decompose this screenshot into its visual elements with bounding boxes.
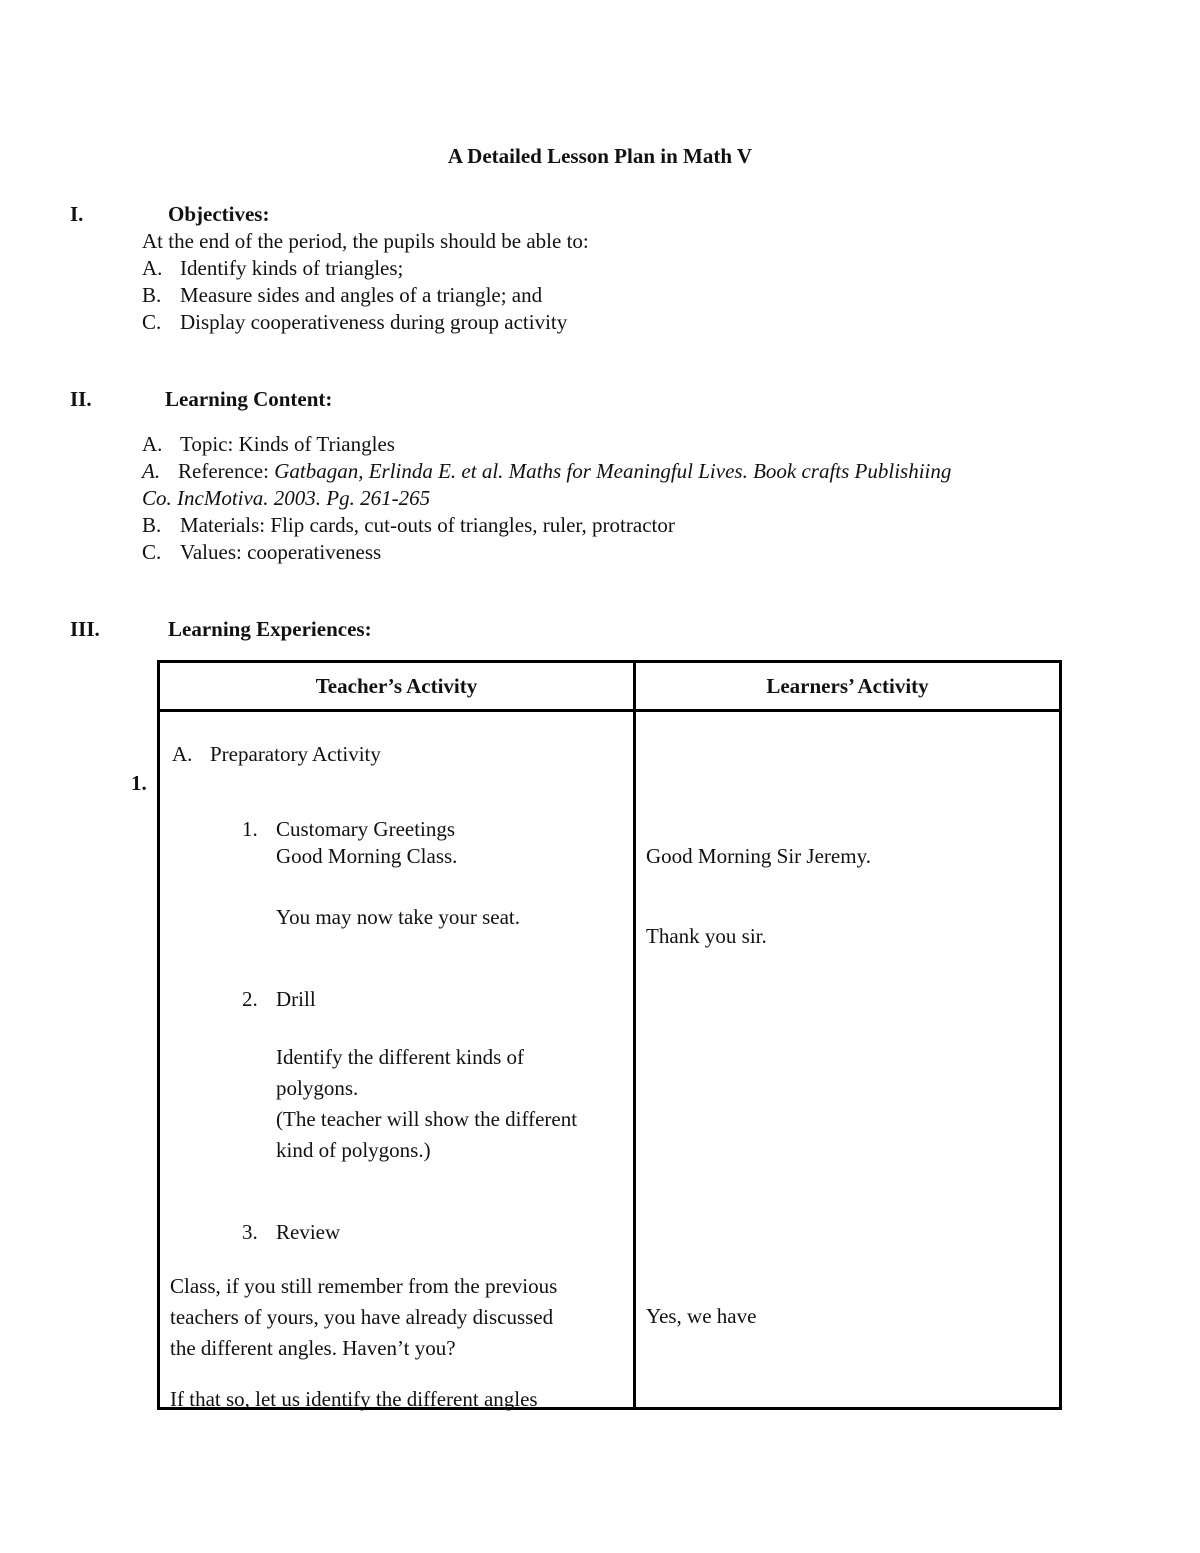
review-number: 3. <box>242 1220 258 1244</box>
review-title: Review <box>276 1220 341 1244</box>
reference-line-2: Co. IncMotiva. 2003. Pg. 261-265 <box>142 486 431 510</box>
drill-title: Drill <box>276 987 316 1011</box>
review-line: If that so, let us identify the different angles <box>170 1387 538 1411</box>
teacher-activity-cell <box>159 711 635 1409</box>
materials-text: Materials: Flip cards, cut-outs of triangles, ruler, protractor <box>180 513 675 537</box>
section-number-experiences: III. <box>70 617 100 641</box>
reference-prefix: Reference: <box>178 459 275 483</box>
topic-label: A. <box>142 432 163 456</box>
prep-label: A. <box>172 742 193 766</box>
review-line: Class, if you still remember from the previous <box>170 1274 558 1298</box>
objective-label: B. <box>142 283 162 307</box>
seat-line: You may now take your seat. <box>276 905 521 929</box>
learners-activity-header: Learners’ Activity <box>635 662 1061 711</box>
learners-activity-cell <box>635 711 1061 1409</box>
prep-title: Preparatory Activity <box>210 742 381 766</box>
materials-label: B. <box>142 513 162 537</box>
table-header-row <box>159 662 1061 711</box>
section-title-experiences: Learning Experiences: <box>168 617 372 641</box>
objective-text: Identify kinds of triangles; <box>180 256 404 280</box>
drill-line: (The teacher will show the different <box>276 1107 578 1131</box>
greeting-line: Good Morning Class. <box>276 844 458 868</box>
reference-label: A. <box>142 459 161 483</box>
values-text: Values: cooperativeness <box>180 540 382 564</box>
objective-label: A. <box>142 256 163 280</box>
teacher-activity-header: Teacher’s Activity <box>159 662 635 711</box>
seat-reply: Thank you sir. <box>646 924 767 948</box>
greeting-number: 1. <box>242 817 258 841</box>
drill-line: polygons. <box>276 1076 359 1100</box>
table-row <box>159 711 1061 1409</box>
topic-text: Topic: Kinds of Triangles <box>180 432 395 456</box>
review-line: teachers of yours, you have already discussed <box>170 1305 554 1329</box>
drill-line: Identify the different kinds of <box>276 1045 525 1069</box>
learning-experiences-table <box>157 660 1062 1410</box>
review-line: the different angles. Haven’t you? <box>170 1336 456 1360</box>
section-number-objectives: I. <box>70 202 84 226</box>
review-reply: Yes, we have <box>646 1304 757 1328</box>
section-title-content: Learning Content: <box>165 387 333 411</box>
margin-marker: 1. <box>131 771 147 795</box>
values-label: C. <box>142 540 162 564</box>
reference-line-1 <box>178 461 951 482</box>
objective-text: Display cooperativeness during group activity <box>180 310 568 334</box>
page-title: A Detailed Lesson Plan in Math V <box>447 144 753 168</box>
objectives-intro: At the end of the period, the pupils should be able to: <box>142 229 589 253</box>
drill-line: kind of polygons.) <box>276 1138 431 1162</box>
objective-label: C. <box>142 310 162 334</box>
objective-text: Measure sides and angles of a triangle; and <box>180 283 543 307</box>
section-number-content: II. <box>70 387 92 411</box>
greeting-reply: Good Morning Sir Jeremy. <box>646 844 871 868</box>
section-title-objectives: Objectives: <box>168 202 270 226</box>
drill-number: 2. <box>242 987 258 1011</box>
reference-citation: Gatbagan, Erlinda E. et al. Maths for Meaningful Lives. Book crafts Publishiing <box>274 459 952 483</box>
greeting-title: Customary Greetings <box>276 817 456 841</box>
